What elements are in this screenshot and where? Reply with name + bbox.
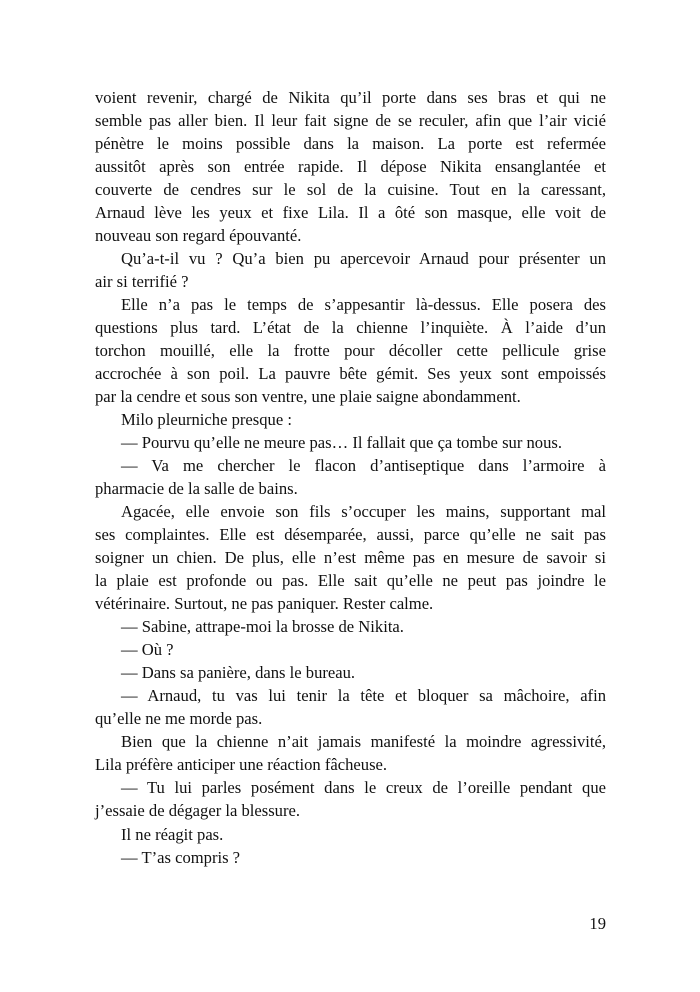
text-line: soigner un chien. De plus, elle n’est même pas en mesure de savoir si [95,548,606,568]
paragraph [95,408,606,431]
paragraph [95,846,606,869]
text-line: couverte de cendres sur le sol de la cuisine. Tout en la caressant, [95,180,606,200]
text-line: Lila préfère anticiper une réaction fâcheuse. [95,755,388,775]
paragraph [95,638,606,661]
text-line: Arnaud lève les yeux et fixe Lila. Il a ôté son masque, elle voit de [95,203,606,223]
text-line: Milo pleurniche presque : [121,410,292,430]
text-line: semble pas aller bien. Il leur fait signe de se reculer, afin que l’air vicié [95,111,606,131]
text-line: — Sabine, attrape-moi la brosse de Nikita. [121,617,404,637]
paragraph [95,730,606,776]
paragraph [95,684,606,730]
page-number: 19 [589,914,606,933]
text-line: Agacée, elle envoie son fils s’occuper les mains, supportant mal [121,502,606,522]
text-line: Elle n’a pas le temps de s’appesantir là-dessus. Elle posera des [121,295,606,315]
text-line: vétérinaire. Surtout, ne pas paniquer. Rester calme. [95,594,434,614]
paragraph [95,500,606,615]
paragraph [95,86,606,247]
text-line: j’essaie de dégager la blessure. [95,801,301,821]
text-line: accrochée à son poil. La pauvre bête gémit. Ses yeux sont empoissés [95,364,606,384]
text-line: qu’elle ne me morde pas. [95,709,263,729]
paragraph [95,247,606,293]
text-line: — Où ? [121,640,174,660]
text-line: Bien que la chienne n’ait jamais manifesté la moindre agressivité, [121,732,606,752]
text-line: — Arnaud, tu vas lui tenir la tête et bloquer sa mâchoire, afin [121,686,606,706]
paragraph [95,293,606,408]
paragraph [95,454,606,500]
text-line: la plaie est profonde ou pas. Elle sait qu’elle ne peut pas joindre le [95,571,606,591]
paragraph [95,431,606,454]
text-line: — Pourvu qu’elle ne meure pas… Il fallait que ça tombe sur nous. [121,433,562,453]
text-line: Qu’a-t-il vu ? Qu’a bien pu apercevoir Arnaud pour présenter un [121,249,606,269]
paragraph [95,776,606,822]
text-line: Il ne réagit pas. [121,824,224,844]
text-line: pénètre le moins possible dans la maison. La porte est refermée [95,134,606,154]
text-line: pharmacie de la salle de bains. [95,479,298,499]
text-line: — T’as compris ? [121,847,241,867]
text-line: questions plus tard. L’état de la chienne l’inquiète. À l’aide d’un [95,318,606,338]
text-line: ses complaintes. Elle est désemparée, aussi, parce qu’elle ne sait pas [95,525,606,545]
text-line: voient revenir, chargé de Nikita qu’il porte dans ses bras et qui ne [95,88,606,107]
paragraph [95,615,606,638]
text-line: — Tu lui parles posément dans le creux de l’oreille pendant que [121,778,606,798]
text-line: nouveau son regard épouvanté. [95,226,302,246]
text-line: air si terrifié ? [95,272,189,292]
text-line: — Dans sa panière, dans le bureau. [121,663,356,683]
text-line: — Va me chercher le flacon d’antiseptique dans l’armoire à [121,456,606,476]
text-line: aussitôt après son entrée rapide. Il dépose Nikita ensanglantée et [95,157,606,177]
paragraph [95,823,606,846]
paragraph [95,661,606,684]
text-line: torchon mouillé, elle la frotte pour décoller cette pellicule grise [95,341,606,361]
text-line: par la cendre et sous son ventre, une plaie saigne abondamment. [95,387,521,407]
page-body-text [95,86,606,869]
